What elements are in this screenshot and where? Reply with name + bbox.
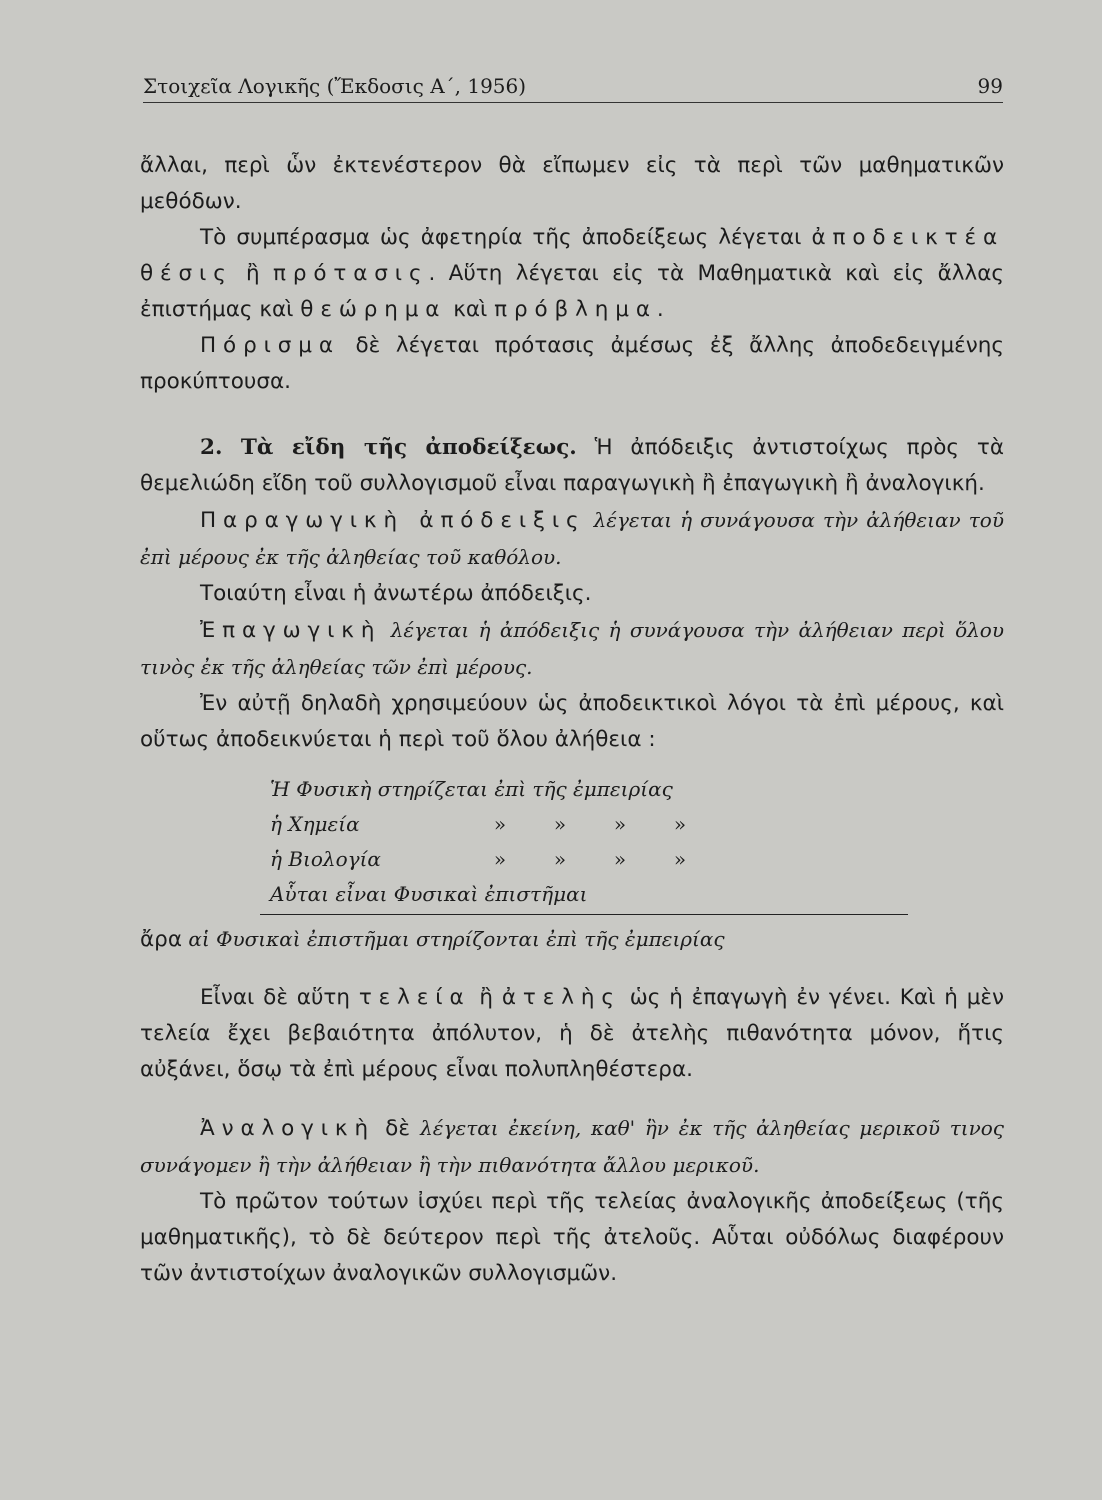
section-2: 2. Τὰ εἴδη τῆς ἀποδείξεως. Ἡ ἀπόδειξις ἀντιστοίχως πρὸς τὰ θεμελιώδη εἴδη τοῦ συλλογισμοῦ εἶναι παραγωγικὴ ἢ ἐπαγωγικὴ ἢ ἀναλογική.	[140, 435, 1004, 496]
term-inductive: Ἐπαγωγικὴ	[200, 618, 382, 643]
paragraph-corollary: Πόρισμα δὲ λέγεται πρότασις ἀμέσως ἐξ ἄλλης ἀποδεδειγμένης προκύπτουσα.	[140, 333, 1004, 394]
section-heading: 2. Τὰ εἴδη τῆς ἀποδείξεως.	[200, 435, 577, 460]
paragraph-such: Τοιαύτη εἶναι ἡ ἀνωτέρω ἀπόδειξις.	[200, 581, 592, 606]
term-complete: τελεία	[358, 985, 471, 1010]
term-analogical: Ἀναλογικὴ	[200, 1116, 375, 1141]
page-body	[140, 148, 1004, 1292]
term-thesis: ἀποδεικτέα θέσις	[140, 225, 1004, 286]
syllogism-rule	[260, 914, 908, 915]
paragraph-inside: Ἐν αὐτῇ δηλαδὴ χρησιμεύουν ὡς ἀποδεικτικοὶ λόγοι τὰ ἐπὶ μέρους, καὶ οὕτως ἀποδεικνύεται ἡ περὶ τοῦ ὅλου ἀλήθεια :	[140, 691, 1004, 752]
example-conclusion: ἄρα αἱ Φυσικαὶ ἐπιστῆμαι στηρίζονται ἐπὶ τῆς ἐμπειρίας	[140, 927, 725, 952]
example-row: ἡ Χημεία » » » »	[270, 812, 687, 836]
paragraph-thesis: Τὸ συμπέρασμα ὡς ἀφετηρία τῆς ἀποδείξεως λέγεται ἀποδεικτέα θέσις ἢ πρότασις. Αὕτη λέγεται εἰς τὰ Μαθηματικὰ καὶ εἰς ἄλλας ἐπιστήμας καὶ θεώρημα καὶ πρόβλημα.	[140, 225, 1004, 322]
paragraph-last: Τὸ πρῶτον τούτων ἰσχύει περὶ τῆς τελείας ἀναλογικῆς ἀποδείξεως (τῆς μαθηματικῆς), τὸ δὲ δεύτερον περὶ τῆς ἀτελοῦς. Αὗται οὐδόλως διαφέρουν τῶν ἀντιστοίχων ἀναλογικῶν συλλογισμῶν.	[140, 1189, 1004, 1286]
running-title: Στοιχεῖα Λογικῆς (Ἔκδοσις Α΄, 1956)	[143, 74, 527, 98]
paragraph-deductive: Παραγωγικὴ ἀπόδειξις λέγεται ἡ συνάγουσα τὴν ἀλήθειαν τοῦ ἐπὶ μέρους ἐκ τῆς ἀληθείας τοῦ καθόλου.	[140, 508, 1004, 569]
example-line: Αὗται εἶναι Φυσικαὶ ἐπιστῆμαι	[270, 882, 588, 906]
example-line: Ἡ Φυσικὴ στηρίζεται ἐπὶ τῆς ἐμπειρίας	[270, 777, 673, 801]
term-corollary: Πόρισμα	[200, 333, 340, 358]
term-deductive: Παραγωγικὴ ἀπόδειξις	[200, 508, 586, 533]
induction-example	[270, 772, 910, 912]
paragraph-continuation: ἄλλαι, περὶ ὧν ἐκτενέστερον θὰ εἴπωμεν εἰς τὰ περὶ τῶν μαθηματικῶν μεθόδων.	[140, 153, 1004, 214]
example-row: ἡ Βιολογία » » » »	[270, 847, 687, 871]
term-theorem: θεώρημα	[300, 297, 447, 322]
term-incomplete: ἀτελὴς	[501, 985, 621, 1010]
term-proposition: πρότασις	[273, 261, 429, 286]
paragraph-inductive: Ἐπαγωγικὴ λέγεται ἡ ἀπόδειξις ἡ συνάγουσα τὴν ἀλήθειαν περὶ ὅλου τινὸς ἐκ τῆς ἀληθείας τῶν ἐπὶ μέρους.	[140, 618, 1004, 679]
term-problem: πρόβλημα	[494, 297, 657, 322]
page-number: 99	[977, 74, 1003, 98]
paragraph-analogical: Ἀναλογικὴ δὲ λέγεται ἐκείνη, καθ' ἣν ἐκ τῆς ἀληθείας μερικοῦ τινος συνάγομεν ἢ τὴν ἀλήθειαν ἢ τὴν πιθανότητα ἄλλου μερικοῦ.	[140, 1116, 1004, 1177]
running-header	[143, 74, 1003, 103]
paragraph-complete: Εἶναι δὲ αὕτη τελεία ἢ ἀτελὴς ὡς ἡ ἐπαγωγὴ ἐν γένει. Καὶ ἡ μὲν τελεία ἔχει βεβαιότητα ἀπόλυτον, ἡ δὲ ἀτελὴς πιθανότητα μόνον, ἥτις αὐξάνει, ὅσῳ τὰ ἐπὶ μέρους εἶναι πολυπληθέστερα.	[140, 985, 1004, 1082]
